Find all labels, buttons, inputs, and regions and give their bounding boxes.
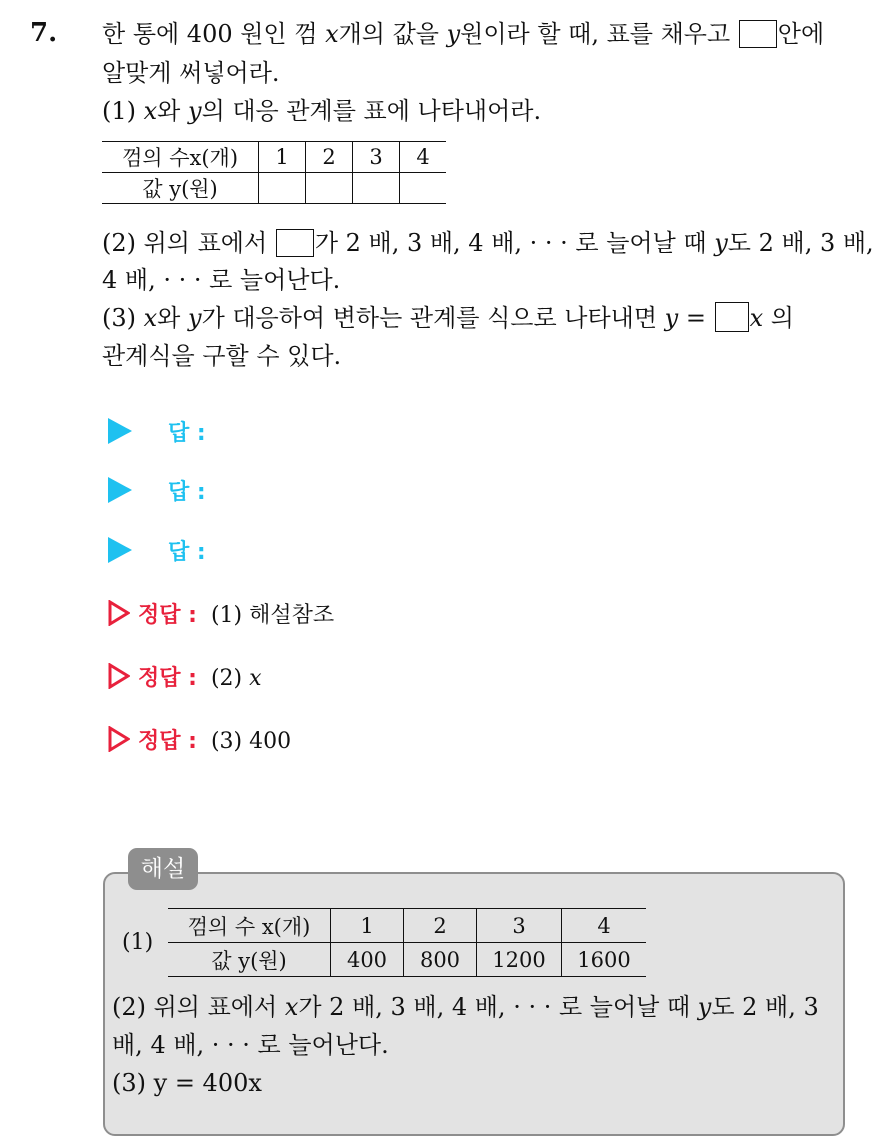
solution-tag: 해설: [128, 848, 198, 890]
table-header-cell: 1: [259, 142, 306, 173]
table-header-cell: 1: [331, 909, 404, 943]
play-arrow-icon: [108, 477, 132, 503]
solution-part3: (3) y = 400x: [112, 1069, 262, 1097]
answer-blank-box[interactable]: [715, 302, 749, 332]
part1-prompt: (1) x와 y의 대응 관계를 표에 나타내어라.: [102, 97, 542, 125]
solution-part2-line1: (2) 위의 표에서 x가 2 배, 3 배, 4 배, · · · 로 늘어날 때 y도 2 배, 3: [112, 993, 819, 1021]
play-arrow-icon: [108, 537, 132, 563]
correct-answer-3: 정답 : (3) 400: [108, 724, 291, 755]
table-cell: 400: [331, 943, 404, 977]
answer-line-2[interactable]: 답 :: [108, 475, 206, 506]
solution-part2-line2: 배, 4 배, · · · 로 늘어난다.: [112, 1031, 389, 1059]
part3-prompt-line1: (3) x와 y가 대응하여 변하는 관계를 식으로 나타내면 y = x 의: [102, 304, 794, 332]
question-stem-line2: 알맞게 써넣어라.: [102, 59, 280, 87]
solution-part1-number: (1): [122, 930, 154, 955]
table-row-label: 값 y(원): [168, 943, 331, 977]
table-header-cell: 4: [400, 142, 447, 173]
question-stem-line1: 한 통에 400 원인 껌 x개의 값을 y원이라 할 때, 표를 채우고 안에: [102, 20, 825, 48]
answer-blank-box[interactable]: [276, 229, 314, 257]
table-row-label: 값 y(원): [102, 173, 259, 204]
part2-prompt-line2: 4 배, · · · 로 늘어난다.: [102, 266, 341, 294]
table-cell: 800: [404, 943, 477, 977]
table-header-cell: 3: [353, 142, 400, 173]
part2-prompt-line1: (2) 위의 표에서 가 2 배, 3 배, 4 배, · · · 로 늘어날 때 y도 2 배, 3 배,: [102, 229, 874, 257]
part3-prompt-line2: 관계식을 구할 수 있다.: [102, 342, 342, 370]
question-number: 7.: [30, 18, 58, 48]
table-row-label: 껌의 수x(개): [102, 142, 259, 173]
solution-table: [168, 908, 646, 977]
answer-line-1[interactable]: 답 :: [108, 416, 206, 447]
outline-triangle-icon: [108, 663, 130, 689]
table-header-cell: 2: [404, 909, 477, 943]
table-empty-cell[interactable]: [306, 173, 353, 204]
correct-answer-1: 정답 : (1) 해설참조: [108, 598, 334, 629]
correct-answer-2: 정답 : (2) x: [108, 661, 262, 692]
table-row-label: 껌의 수 x(개): [168, 909, 331, 943]
table-header-cell: 2: [306, 142, 353, 173]
table-empty-cell[interactable]: [259, 173, 306, 204]
table-header-cell: 4: [562, 909, 647, 943]
answer-line-3[interactable]: 답 :: [108, 535, 206, 566]
table-empty-cell[interactable]: [400, 173, 447, 204]
play-arrow-icon: [108, 418, 132, 444]
table-cell: 1600: [562, 943, 647, 977]
outline-triangle-icon: [108, 600, 130, 626]
answer-blank-box[interactable]: [739, 20, 777, 48]
table-header-cell: 3: [477, 909, 562, 943]
table-empty-cell[interactable]: [353, 173, 400, 204]
question-table: [102, 141, 446, 204]
outline-triangle-icon: [108, 726, 130, 752]
table-cell: 1200: [477, 943, 562, 977]
